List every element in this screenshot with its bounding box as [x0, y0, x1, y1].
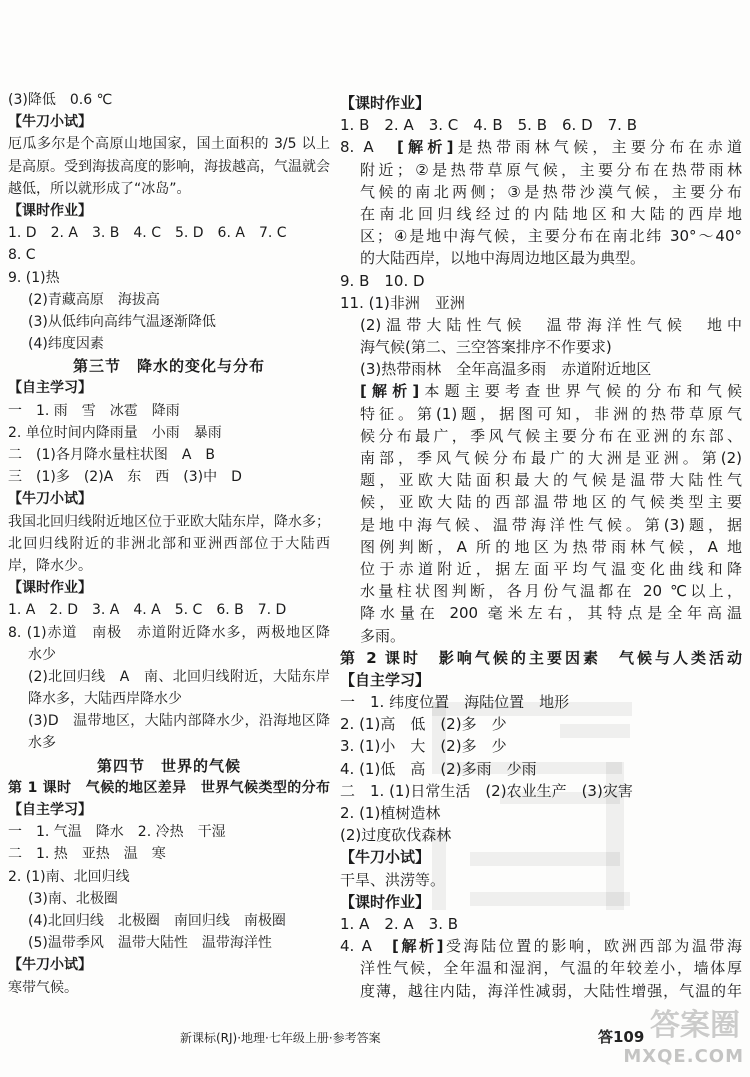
answer-line: 南部，季风气候分布最广的大洲是亚洲。第(2)	[360, 449, 742, 467]
answer-line: (2)过度砍伐森林	[340, 826, 452, 845]
section-label: 【自主学习】	[8, 380, 92, 397]
answer-line: 三 (1)多 (2)A 东 西 (3)中 D	[8, 469, 242, 486]
answer-line: 9. (1)热	[8, 269, 60, 286]
answer-line: 干旱、洪涝等。	[340, 870, 446, 889]
answer-line: 一 1. 纬度位置 海陆位置 地形	[340, 693, 570, 712]
answer-line: 8. C	[8, 247, 36, 264]
answer-line: 水少	[28, 646, 56, 663]
section-label: 【自主学习】	[340, 670, 431, 689]
analysis-text: 是热带雨林气候，主要分布在赤道	[453, 138, 742, 157]
analysis-text: 本题主要考查世界气候的分布和气候	[419, 382, 742, 401]
answer-line: 11. (1)非洲 亚洲	[340, 293, 465, 312]
answer-line: 2. (1)南、北回归线	[8, 868, 130, 885]
answer-line: 区；④是地中海气候，主要分布在南北纬 30°～40°	[360, 227, 742, 246]
answer-line: 2. (1)植树造林	[340, 804, 441, 822]
section-label: 【课时作业】	[340, 892, 431, 911]
answer-line: 1. D 2. A 3. B 4. C 5. D 6. A 7. C	[8, 225, 287, 242]
answer-line: 3. (1)小 大 (2)多 少	[340, 737, 507, 756]
answer-line: 2. (1)高 低 (2)多 少	[340, 715, 507, 734]
section-label: 【牛刀小试】	[8, 491, 92, 508]
answer-line: 度薄，越往内陆，海洋性减弱，大陆性增强，气温的年	[360, 981, 742, 1000]
answer-line: 一 1. 气温 降水 2. 冷热 干湿	[8, 824, 226, 841]
analysis-tag: [解析]	[397, 138, 454, 157]
section-label: 【自主学习】	[8, 802, 92, 818]
section-label: 【课时作业】	[8, 580, 92, 597]
answer-line: 候分布最广，季风气候主要分布在亚洲的东部、	[360, 426, 742, 445]
footer-title: 新课标(RJ)·地理·七年级上册·参考答案	[180, 1031, 381, 1045]
answer-line: 4. (1)低 高 (2)多雨 少雨	[340, 759, 537, 778]
answer-line: 气候的南北两侧；③是热带沙漠气候，主要分布	[360, 182, 742, 201]
answer-line: 1. A 2. A 3. B	[340, 914, 459, 933]
watermark-site: MXQE.COM	[623, 1046, 744, 1067]
answer-line: 特征。第(1)题，据图可知，非洲的热带草原气	[360, 404, 742, 423]
answer-line: 是地中海气候、温带海洋性气候。第(3)题，据	[360, 515, 742, 534]
answer-line: 在南北回归线经过的内陆地区和大陆的西岸地	[360, 204, 742, 223]
answer-line: 的大陆西岸，以地中海周边地区最为典型。	[360, 249, 646, 268]
answer-line: 9. B 10. D	[340, 271, 425, 290]
section-label: 【牛刀小试】	[340, 848, 431, 867]
answer-line: (3)降低 0.6 ℃	[8, 92, 113, 108]
section-label: 【课时作业】	[8, 202, 92, 219]
answer-line: 二 (1)各月降水量柱状图 A B	[8, 447, 216, 463]
answer-line: 洋性气候，全年温和湿润，气温的年较差小，墙体厚	[360, 959, 742, 978]
answer-line: (3)热带雨林 全年高温多雨 赤道附近地区	[360, 360, 652, 379]
answer-line: (2)青藏高原 海拔高	[28, 291, 160, 308]
answer-line: 题，亚欧大陆面积最大的气候是温带大陆性气	[360, 471, 742, 490]
answer-line: 二 1. (1)日常生活 (2)农业生产 (3)灾害	[340, 781, 633, 800]
answer-line: (4)纬度因素	[28, 336, 104, 353]
answer-line: 二 1. 热 亚热 温 寒	[8, 846, 166, 863]
section-label: 【牛刀小试】	[8, 114, 92, 131]
right-column	[340, 92, 742, 1002]
answer-line: 厄瓜多尔是个高原山地国家，国土面积的 3/5 以上	[8, 136, 330, 153]
answer-line: 海气候(第二、三空答案排序不作要求)	[360, 338, 612, 357]
answer-line: (4)北回归线 北极圈 南回归线 南极圈	[28, 912, 286, 929]
answer-line	[340, 380, 742, 402]
answer-line: 1. B 2. A 3. C 4. B 5. B 6. D 7. B	[340, 116, 638, 135]
answer-line: 是高原。受到海拔高度的影响，海拔越高，气温就会	[8, 158, 330, 175]
page-number: 答109	[598, 1028, 645, 1046]
answer-line: (5)温带季风 温带大陆性 温带海洋性	[28, 935, 272, 952]
answer-line: (2)北回归线 A 南、北回归线附近，大陆东岸	[28, 668, 330, 685]
answer-line: (2)温带大陆性气候 温带海洋性气候 地中	[360, 315, 742, 334]
answer-line: 水量柱状图判断，各月份气温都在 20 ℃以上，	[360, 582, 742, 601]
answer-line: (3)从低纬向高纬气温逐渐降低	[28, 313, 216, 330]
answer-line: 北回归线附近的非洲北部和亚洲西部位于大陆西	[8, 535, 330, 552]
section-label: 【牛刀小试】	[8, 957, 92, 974]
analysis-text: 受海陆位置的影响，欧洲西部为温带海	[443, 937, 742, 956]
answer-line: 2. 单位时间内降雨量 小雨 暴雨	[8, 424, 222, 441]
section-label: 【课时作业】	[340, 94, 431, 112]
answer-line: 水多	[28, 735, 56, 752]
answer-number: 8. A	[340, 138, 398, 157]
section-heading: 第四节 世界的气候	[96, 756, 241, 775]
answer-line: 寒带气候。	[8, 979, 78, 996]
answer-line: 位于赤道附近，据左面平均气温变化曲线和降	[360, 559, 742, 578]
answer-line: 我国北回归线附近地区位于亚欧大陆东岸，降水多；	[8, 513, 330, 530]
answer-line: (3)D 温带地区，大陆内部降水少，沿海地区降	[28, 713, 330, 730]
analysis-tag: [解析]	[392, 937, 444, 956]
answer-line: 多雨。	[360, 626, 406, 645]
lesson-heading: 第 2 课时 影响气候的主要因素 气候与人类活动	[340, 648, 742, 667]
answer-line: 1. A 2. D 3. A 4. A 5. C 6. B 7. D	[8, 602, 287, 619]
answer-line: 图例判断，A 所的地区为热带雨林气候，A 地	[360, 537, 742, 556]
watermark-logo: 答案圈	[650, 1008, 740, 1043]
answer-line: (3)南、北极圈	[28, 890, 118, 907]
answer-line: 附近；②是热带草原气候，主要分布在热带雨林	[360, 160, 742, 179]
answer-line: 一 1. 雨 雪 冰雹 降雨	[8, 402, 180, 419]
answer-line	[340, 935, 742, 957]
answer-line: 候，亚欧大陆的西部温带地区的气候类型主要	[360, 493, 742, 512]
answer-number: 4. A	[340, 937, 393, 956]
analysis-tag: [解析]	[360, 382, 420, 401]
answer-line: 降水量在 200 毫米左右，其特点是全年高温	[360, 604, 742, 623]
section-heading: 第三节 降水的变化与分布	[72, 357, 265, 376]
answer-line: 越低，所以就形成了“冰岛”。	[8, 180, 191, 197]
answer-line: 降水多，大陆西岸降水少	[28, 691, 182, 708]
left-column	[8, 89, 330, 999]
answer-line: 8. (1)赤道 南极 赤道附近降水多，两极地区降	[8, 624, 330, 641]
answer-line: 岸，降水少。	[8, 557, 92, 574]
answer-line	[340, 136, 742, 158]
lesson-heading: 第 1 课时 气候的地区差异 世界气候类型的分布	[8, 779, 330, 796]
